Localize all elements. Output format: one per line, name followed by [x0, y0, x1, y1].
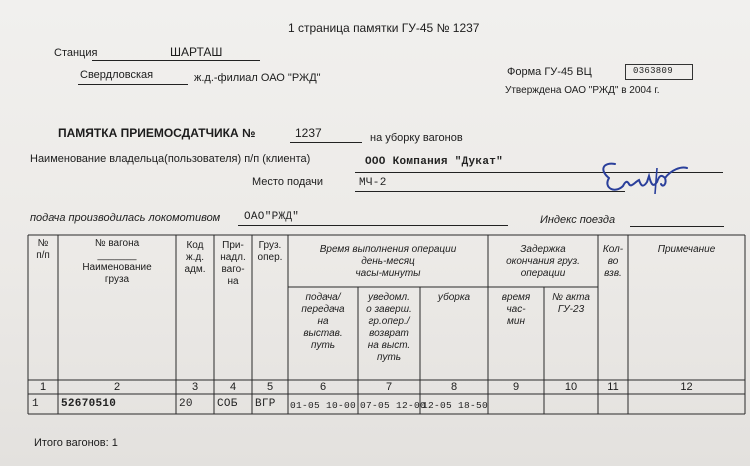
header-belong: При- надл. ваго- на: [220, 240, 246, 287]
col-number: 8: [450, 381, 458, 393]
header-time-supply: подача/ передача на выстав. путь: [301, 292, 345, 351]
header-delay-act: № акта ГУ-23: [552, 292, 590, 315]
col-number: 7: [385, 381, 393, 393]
place-label: Место подачи: [252, 176, 323, 188]
col-number: 12: [680, 381, 693, 393]
loco-label: подача производилась локомотивом: [30, 212, 221, 224]
header-qty: Кол- во взв.: [602, 244, 624, 279]
row-code: 20: [179, 398, 193, 410]
loco-value: ОАО"РЖД": [244, 211, 300, 223]
header-time-notice: уведомл. о заверш. гр.опер./ возврат на выст. путь: [366, 292, 412, 363]
col-number: 1: [39, 381, 47, 393]
owner-value: ООО Компания "Дукат": [365, 156, 504, 168]
station-label: Станция: [54, 47, 98, 59]
col-number: 11: [607, 381, 619, 393]
header-delay-time: время час- мин: [501, 292, 531, 327]
header-cargo-op: Груз. опер.: [257, 240, 283, 263]
row-belong: СОБ: [217, 398, 238, 410]
railway-suffix: ж.д.-филиал ОАО "РЖД": [194, 72, 321, 84]
station-value: ШАРТАШ: [170, 45, 223, 59]
memo-number: 1237: [295, 126, 322, 140]
row-wagon: 52670510: [61, 398, 117, 410]
header-time-removal: уборка: [437, 292, 471, 303]
col-number: 2: [113, 381, 121, 393]
row-notice: 07-05 12-00: [360, 400, 427, 411]
memo-purpose: на уборку вагонов: [370, 132, 463, 144]
header-wagon: № вагона _______ Наименование груза: [82, 238, 152, 285]
place-value: МЧ-2: [359, 177, 387, 189]
col-number: 4: [229, 381, 237, 393]
header-delay-group: Задержка окончания груз. операции: [506, 244, 580, 279]
approved-text: Утверждена ОАО "РЖД" в 2004 г.: [505, 85, 660, 96]
memo-title: ПАМЯТКА ПРИЕМОСДАТЧИКА №: [58, 126, 256, 140]
header-no: № п/п: [36, 238, 50, 261]
header-note: Примечание: [657, 244, 716, 255]
form-number: 0363809: [633, 66, 673, 76]
col-number: 10: [564, 381, 578, 393]
train-index-label: Индекс поезда: [540, 214, 616, 226]
railway-value: Свердловская: [80, 69, 154, 81]
owner-label: Наименование владельца(пользователя) п/п (клиента): [30, 153, 311, 165]
col-number: 6: [319, 381, 327, 393]
row-supply: 01-05 10-00: [290, 400, 357, 411]
page-caption: 1 страница памятки ГУ-45 № 1237: [288, 21, 480, 35]
col-number: 3: [191, 381, 199, 393]
col-number: 5: [266, 381, 274, 393]
row-removal: 12-05 18-50: [422, 400, 489, 411]
col-number: 9: [512, 381, 520, 393]
row-no: 1: [32, 398, 39, 410]
header-code: Код ж.д. адм.: [184, 240, 206, 275]
total-wagons: Итого вагонов: 1: [34, 437, 118, 449]
header-time-group: Время выполнения операции день-месяц часы-минуты: [319, 244, 457, 279]
form-label: Форма ГУ-45 ВЦ: [507, 66, 592, 78]
row-cargo-op: ВГР: [255, 398, 276, 410]
